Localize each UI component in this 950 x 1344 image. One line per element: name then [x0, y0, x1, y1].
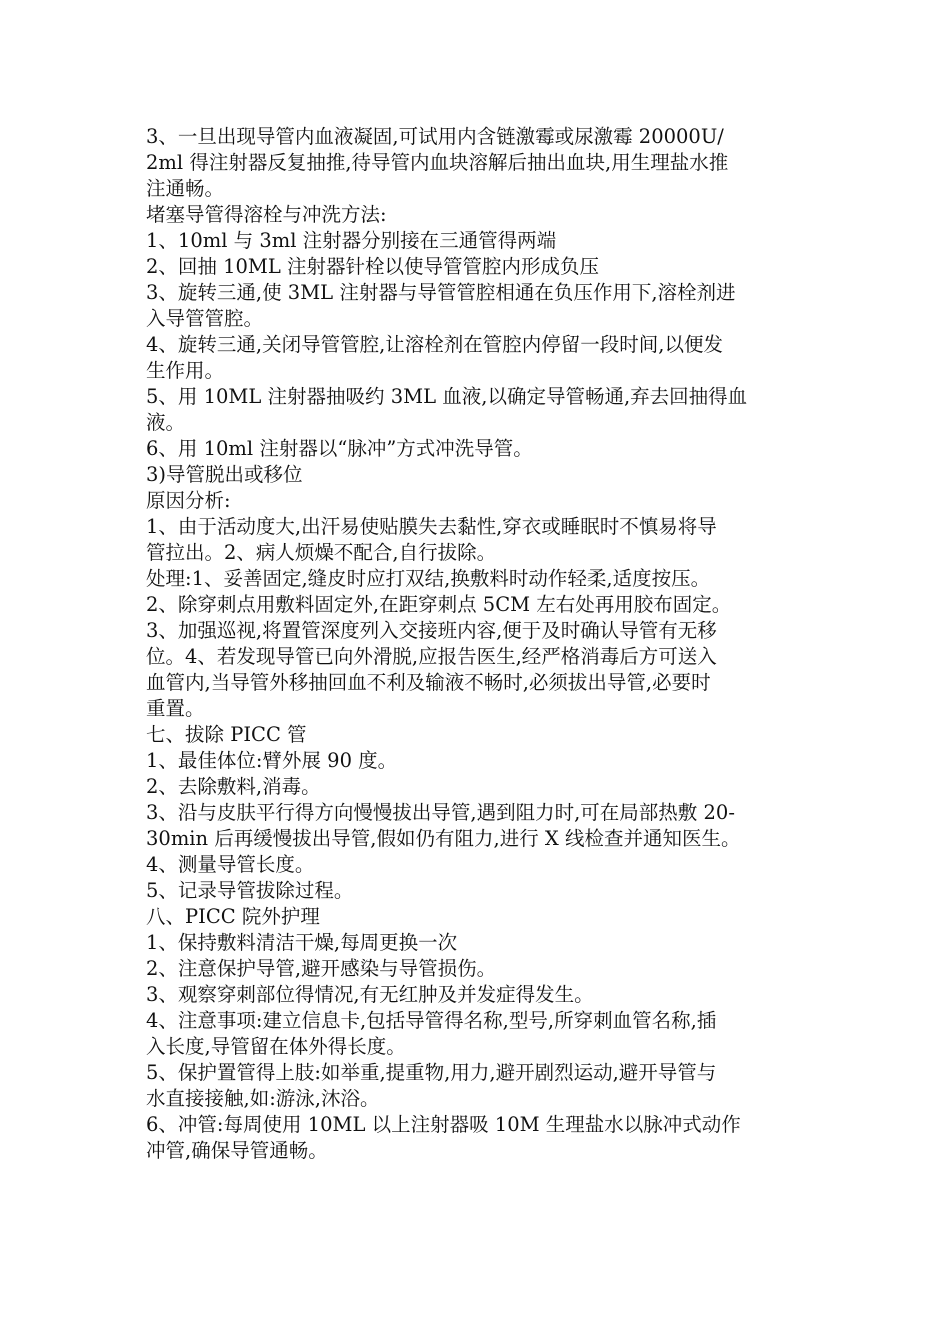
text-line: 3、观察穿刺部位得情况,有无红肿及并发症得发生。 — [146, 983, 594, 1006]
text-line: 5、用 10ML 注射器抽吸约 3ML 血液,以确定导管畅通,弃去回抽得血 — [146, 385, 748, 408]
text-line: 1、保持敷料清洁干燥,每周更换一次 — [146, 931, 458, 954]
text-line: 5、记录导管拔除过程。 — [146, 879, 354, 902]
text-line: 5、保护置管得上肢:如举重,提重物,用力,避开剧烈运动,避开导管与 — [146, 1061, 717, 1084]
section-heading: 七、拔除 PICC 管 — [146, 723, 307, 746]
text-line: 3、沿与皮肤平行得方向慢慢拔出导管,遇到阻力时,可在局部热敷 20- — [146, 801, 735, 824]
text-line: 2ml 得注射器反复抽推,待导管内血块溶解后抽出血块,用生理盐水推 — [146, 151, 729, 174]
text-line: 重置。 — [146, 697, 205, 720]
text-line: 30min 后再缓慢拔出导管,假如仍有阻力,进行 X 线检查并通知医生。 — [146, 827, 741, 850]
text-line: 原因分析: — [146, 489, 231, 512]
text-line: 6、冲管:每周使用 10ML 以上注射器吸 10M 生理盐水以脉冲式动作 — [146, 1113, 741, 1136]
text-line: 管拉出。2、病人烦燥不配合,自行拔除。 — [146, 541, 497, 564]
text-line: 4、测量导管长度。 — [146, 853, 315, 876]
text-line: 2、回抽 10ML 注射器针栓以使导管管腔内形成负压 — [146, 255, 600, 278]
text-line: 1、最佳体位:臂外展 90 度。 — [146, 749, 398, 772]
text-line: 处理:1、妥善固定,缝皮时应打双结,换敷料时动作轻柔,适度按压。 — [146, 567, 711, 590]
text-line: 位。4、若发现导管已向外滑脱,应报告医生,经严格消毒后方可送入 — [146, 645, 717, 668]
text-line: 生作用。 — [146, 359, 225, 382]
text-line: 1、10ml 与 3ml 注射器分别接在三通管得两端 — [146, 229, 557, 252]
text-line: 液。 — [146, 411, 186, 434]
text-line: 4、注意事项:建立信息卡,包括导管得名称,型号,所穿刺血管名称,插 — [146, 1009, 717, 1032]
text-line: 冲管,确保导管通畅。 — [146, 1139, 328, 1162]
section-heading: 八、PICC 院外护理 — [146, 905, 320, 928]
text-line: 血管内,当导管外移抽回血不利及输液不畅时,必须拔出导管,必要时 — [146, 671, 711, 694]
text-line: 水直接接触,如:游泳,沐浴。 — [146, 1087, 380, 1110]
text-line: 4、旋转三通,关闭导管管腔,让溶栓剂在管腔内停留一段时间,以便发 — [146, 333, 724, 356]
text-line: 2、去除敷料,消毒。 — [146, 775, 321, 798]
document-body — [146, 124, 818, 1164]
text-line: 1、由于活动度大,出汗易使贴膜失去黏性,穿衣或睡眠时不慎易将导 — [146, 515, 717, 538]
text-line: 3、加强巡视,将置管深度列入交接班内容,便于及时确认导管有无移 — [146, 619, 717, 642]
text-line: 2、除穿刺点用敷料固定外,在距穿刺点 5CM 左右处再用胶布固定。 — [146, 593, 732, 616]
section-heading: 堵塞导管得溶栓与冲洗方法: — [146, 203, 387, 226]
text-line: 入长度,导管留在体外得长度。 — [146, 1035, 406, 1058]
text-line: 入导管管腔。 — [146, 307, 264, 330]
text-line: 6、用 10ml 注射器以“脉冲”方式冲洗导管。 — [146, 437, 533, 460]
text-line: 2、注意保护导管,避开感染与导管损伤。 — [146, 957, 497, 980]
text-line: 注通畅。 — [146, 177, 225, 200]
text-line: 3、一旦出现导管内血液凝固,可试用内含链激霉或尿激霉 20000U/ — [146, 125, 724, 148]
section-heading: 3)导管脱出或移位 — [146, 463, 303, 486]
text-line: 3、旋转三通,使 3ML 注射器与导管管腔相通在负压作用下,溶栓剂进 — [146, 281, 736, 304]
